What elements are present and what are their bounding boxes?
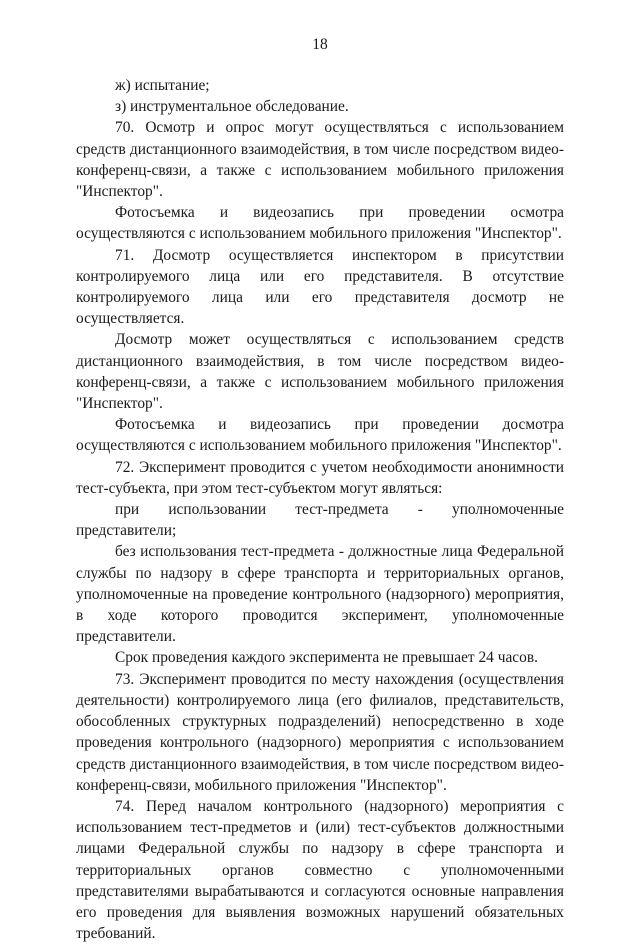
paragraph-item-z: з) инструментальное обследование. <box>115 98 349 116</box>
paragraph-71: 71. Досмотр осуществляется инспектором в присутствии контролируемого лица или его представителя. В отсутствие контролируемого лица или его представителя досмотр не осуществляется. <box>76 246 564 328</box>
paragraph-without-test-item: без использования тест-предмета - должностные лица Федеральной службы по надзору в сфере транспорта и территориальных органов, уполномоченные на проведение контрольного (надзорного) мероприятия, в ходе которого проводится эксперимент, уполномоченные представители. <box>76 543 564 646</box>
page-number: 18 <box>312 36 328 53</box>
document-body <box>76 75 564 944</box>
paragraph-photo-inspection: Фотосъемка и видеозапись при проведении осмотра осуществляются с использованием мобильного приложения "Инспектор". <box>76 204 564 243</box>
paragraph-search-remote: Досмотр может осуществляться с использованием средств дистанционного взаимодействия, в том числе посредством видео-конференц-связи, а также с использованием мобильного приложения "Инспектор". <box>76 331 564 413</box>
paragraph-72: 72. Эксперимент проводится с учетом необходимости анонимности тест-субъекта, при этом тест-субъектом могут являться: <box>76 458 564 497</box>
paragraph-with-test-item: при использовании тест-предмета - уполномоченные представители; <box>76 501 564 540</box>
paragraph-70: 70. Осмотр и опрос могут осуществляться с использованием средств дистанционного взаимодействия, в том числе посредством видео-конференц-связи, а также с использованием мобильного приложения "Инспектор". <box>76 119 564 201</box>
paragraph-74: 74. Перед началом контрольного (надзорного) мероприятия с использованием тест-предметов и (или) тест-субъектов должностными лицами Федеральной службы по надзору в сфере транспорта и территориальных органов совместно с уполномоченными представителями вырабатываются и согласуются основные направления его проведения для выявления возможных нарушений обязательных требований. <box>76 797 564 943</box>
paragraph-73: 73. Эксперимент проводится по месту нахождения (осуществления деятельности) контролируемого лица (его филиалов, представительств, обособленных структурных подразделений) непосредственно в ходе проведения контрольного (надзорного) мероприятия с использованием средств дистанционного взаимодействия, в том числе посредством видео-конференц-связи, мобильного приложения "Инспектор". <box>76 670 564 794</box>
paragraph-photo-search: Фотосъемка и видеозапись при проведении досмотра осуществляются с использованием мобильного приложения "Инспектор". <box>76 416 564 455</box>
paragraph-experiment-duration: Срок проведения каждого эксперимента не превышает 24 часов. <box>115 649 538 667</box>
paragraph-item-zh: ж) испытание; <box>115 77 210 94</box>
